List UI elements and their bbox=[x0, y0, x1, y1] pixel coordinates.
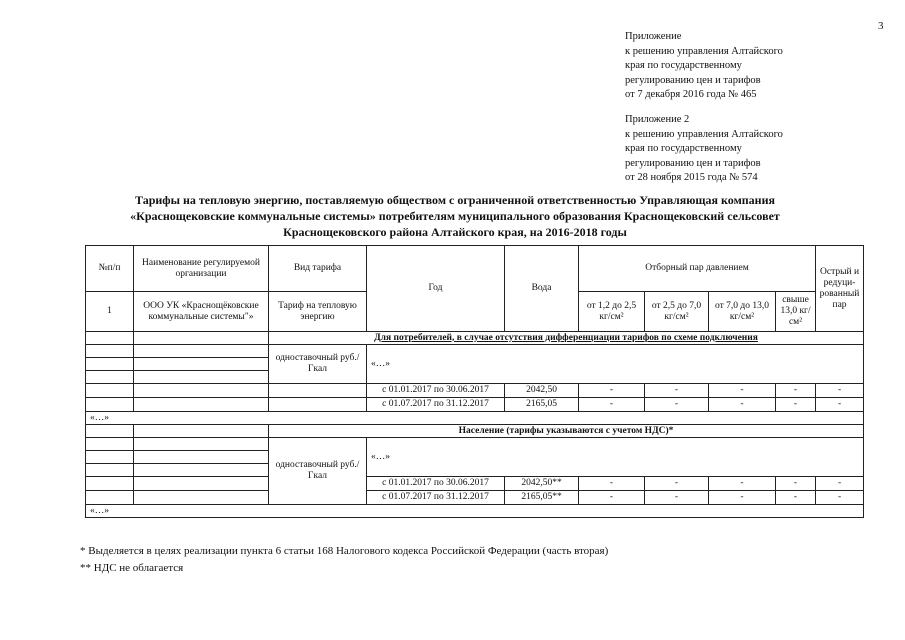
header-steam-1: от 1,2 до 2,5 кг/см² bbox=[579, 292, 645, 332]
appendix-line: к решению управления Алтайского bbox=[625, 45, 783, 57]
appendix-line: края по государственному bbox=[625, 60, 742, 71]
appendix-line: регулированию цен и тарифов bbox=[625, 74, 761, 86]
header-org: Наименование регулируемой организации bbox=[134, 246, 269, 292]
steam4-cell: - bbox=[776, 384, 816, 398]
appendix-line: к решению управления Алтайского bbox=[625, 128, 783, 140]
sharp-cell: - bbox=[816, 477, 864, 491]
steam4-cell: - bbox=[776, 398, 816, 412]
appendix-line: края по государственному bbox=[625, 143, 742, 154]
header-water: Вода bbox=[505, 246, 579, 332]
water-cell: 2165,05** bbox=[505, 491, 579, 505]
appendix-block-1 bbox=[625, 30, 783, 103]
title-line: «Краснощековские коммунальные системы» потребителям муниципального образования Краснощековский сельсовет bbox=[130, 209, 780, 223]
section1-tariff: одноставочный руб./Гкал bbox=[269, 345, 367, 384]
title-line: Краснощековского района Алтайского края, на 2016-2018 годы bbox=[283, 225, 627, 239]
org-row-type: Тариф на тепловую энергию bbox=[269, 292, 367, 332]
steam1-cell: - bbox=[579, 491, 645, 505]
steam2-cell: - bbox=[645, 491, 709, 505]
steam2-cell: - bbox=[645, 477, 709, 491]
section2-tariff: одноставочный руб./Гкал bbox=[269, 438, 367, 505]
appendix-line: от 7 декабря 2016 года № 465 bbox=[625, 89, 757, 100]
steam2-cell: - bbox=[645, 384, 709, 398]
header-sharp-steam: Острый и редуци-рованный пар bbox=[816, 246, 864, 332]
steam3-cell: - bbox=[709, 384, 776, 398]
steam4-cell: - bbox=[776, 491, 816, 505]
appendix-line: Приложение bbox=[625, 31, 682, 42]
tariff-table bbox=[85, 245, 864, 518]
year-cell: с 01.01.2017 по 30.06.2017 bbox=[367, 477, 505, 491]
sharp-cell: - bbox=[816, 491, 864, 505]
year-cell: с 01.01.2017 по 30.06.2017 bbox=[367, 384, 505, 398]
table-row bbox=[86, 398, 864, 412]
table-row bbox=[86, 491, 864, 505]
steam4-cell: - bbox=[776, 477, 816, 491]
title-line: Тарифы на тепловую энергию, поставляемую обществом с ограниченной ответственностью Управляющая компания bbox=[135, 193, 775, 207]
section2-ellipsis: «…» bbox=[367, 438, 864, 477]
header-type: Вид тарифа bbox=[269, 246, 367, 292]
table-row bbox=[86, 477, 864, 491]
appendix-line: от 28 ноября 2015 года № 574 bbox=[625, 172, 758, 183]
sharp-cell: - bbox=[816, 398, 864, 412]
sharp-cell: - bbox=[816, 384, 864, 398]
appendix-block-2 bbox=[625, 113, 783, 186]
header-num: №п/п bbox=[86, 246, 134, 292]
gap-row bbox=[86, 412, 864, 425]
org-row-num: 1 bbox=[86, 292, 134, 332]
section2-title: Население (тарифы указываются с учетом НДС)* bbox=[269, 425, 864, 438]
steam1-cell: - bbox=[579, 384, 645, 398]
year-cell: с 01.07.2017 по 31.12.2017 bbox=[367, 398, 505, 412]
appendix-line: Приложение 2 bbox=[625, 114, 690, 125]
steam2-cell: - bbox=[645, 398, 709, 412]
steam3-cell: - bbox=[709, 477, 776, 491]
document-title bbox=[60, 192, 850, 240]
gap-row bbox=[86, 505, 864, 518]
blank-row bbox=[86, 438, 864, 451]
steam3-cell: - bbox=[709, 398, 776, 412]
header-steam-3: от 7,0 до 13,0 кг/см² bbox=[709, 292, 776, 332]
appendix-line: регулированию цен и тарифов bbox=[625, 157, 761, 169]
water-cell: 2042,50 bbox=[505, 384, 579, 398]
water-cell: 2042,50** bbox=[505, 477, 579, 491]
header-steam-4: свыше 13,0 кг/см² bbox=[776, 292, 816, 332]
section1-title: Для потребителей, в случае отсутствия дифференциации тарифов по схеме подключения bbox=[269, 332, 864, 345]
steam1-cell: - bbox=[579, 477, 645, 491]
gap-ellipsis: «…» bbox=[86, 412, 864, 425]
org-row-name: ООО УК «Краснощёковские коммунальные системы"» bbox=[134, 292, 269, 332]
footnote-vat-note: * Выделяется в целях реализации пункта 6 статьи 168 Налогового кодекса Российской Федерации (часть вторая) bbox=[80, 545, 609, 557]
header-steam-2: от 2,5 до 7,0 кг/см² bbox=[645, 292, 709, 332]
section-title-row bbox=[86, 425, 864, 438]
section-title-row bbox=[86, 332, 864, 345]
blank-row bbox=[86, 345, 864, 358]
section1-ellipsis: «…» bbox=[367, 345, 864, 384]
header-year: Год bbox=[367, 246, 505, 332]
gap-ellipsis: «…» bbox=[86, 505, 864, 518]
water-cell: 2165,05 bbox=[505, 398, 579, 412]
steam1-cell: - bbox=[579, 398, 645, 412]
header-row bbox=[86, 246, 864, 292]
footnote-no-vat: ** НДС не облагается bbox=[80, 562, 184, 574]
year-cell: с 01.07.2017 по 31.12.2017 bbox=[367, 491, 505, 505]
steam3-cell: - bbox=[709, 491, 776, 505]
table-row bbox=[86, 384, 864, 398]
page-number: 3 bbox=[878, 20, 884, 32]
header-steam: Отборный пар давлением bbox=[579, 246, 816, 292]
